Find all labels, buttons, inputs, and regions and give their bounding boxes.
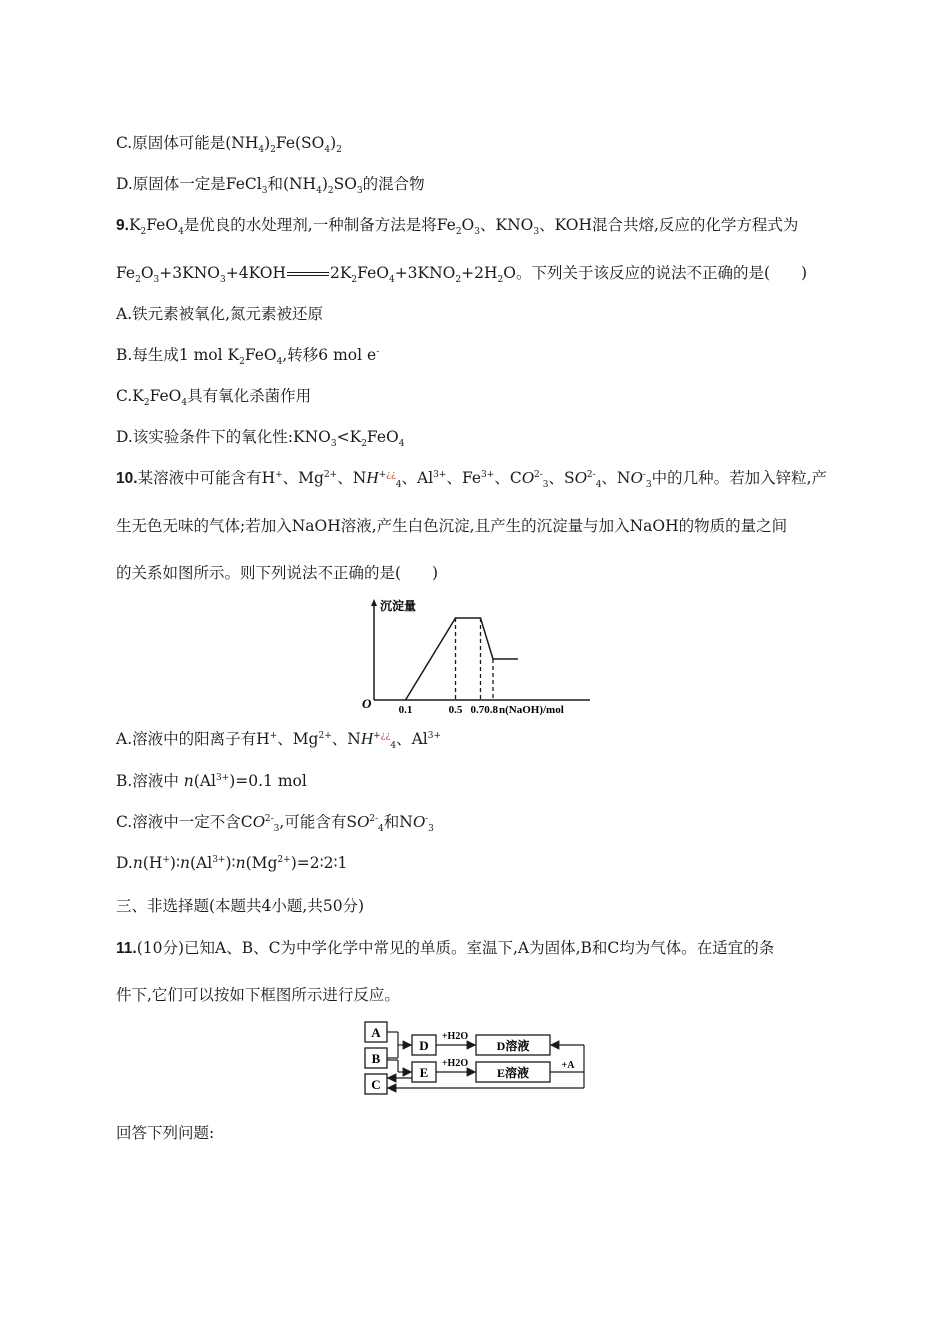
- q9-stem: $9.K_2FeO_4$是优良的水处理剂,一种制备方法是将$Fe_2O_3$、$KNO_3$、KOH混合共熔,反应的化学方程式为: [116, 216, 799, 238]
- series-line: [406, 618, 519, 700]
- q9-option-a: A.铁元素被氧化,氮元素被还原: [116, 305, 324, 323]
- precipitate-chart: [360, 596, 600, 716]
- arrow-label-h2o-1: +H2O: [441, 1031, 469, 1042]
- box-b: [365, 1048, 387, 1068]
- origin-label: O: [362, 696, 372, 711]
- svg-text:D溶液: D溶液: [496, 1039, 530, 1053]
- svg-text:B: B: [371, 1051, 381, 1066]
- q8-option-c: C.原固体可能是$(NH_4)_2Fe(SO_4)_2$: [116, 134, 342, 156]
- svg-text:E溶液: E溶液: [496, 1066, 530, 1080]
- box-a: [365, 1022, 387, 1042]
- q10-option-c: C.溶液中一定不含$CO^{2-}_3$,可能含有$SO^{2-}_4$和$NO^-_3$: [116, 812, 434, 835]
- svg-text:D: D: [419, 1038, 429, 1053]
- q11-stem-line2: 件下,它们可以按如下框图所示进行反应。: [116, 986, 400, 1004]
- section-heading: 三、非选择题(本题共4小题,共50分): [116, 897, 365, 915]
- box-c: [365, 1074, 387, 1094]
- x-tick-label: 0.5: [448, 704, 463, 716]
- svg-text:A: A: [371, 1025, 381, 1040]
- q9-equation: $Fe_2O_3+3KNO_3+4KOH$ $2K_2FeO_4+3KNO_2+2H_2O$。下列关于该反应的说法不正确的是( ): [116, 264, 808, 286]
- equals-sign-icon: [287, 272, 329, 276]
- q10-option-a: A.溶液中的阳离子有H+、$Mg^{2+}$、$NH^{+¿¿}_4$、$Al^{3+}$: [116, 729, 441, 752]
- arrow-label-plus-a: +A: [561, 1060, 575, 1071]
- q9-option-c: $C.K_2FeO_4$具有氧化杀菌作用: [116, 387, 312, 409]
- y-axis-arrow-icon: [371, 599, 377, 606]
- svg-text:E: E: [419, 1065, 429, 1080]
- q10-option-d: $D.n(H^+)∶n(Al^{3+})∶n(Mg^{2+})=2∶2∶1$: [116, 854, 348, 872]
- x-tick-label: 0.1: [398, 704, 413, 716]
- box-e: [412, 1062, 436, 1082]
- q11-stem-line1: 11.(10分)已知A、B、C为中学化学中常见的单质。室温下,A为固体,B和C均为气体。在适宜的条: [116, 939, 775, 957]
- q10-stem-line3: 的关系如图所示。则下列说法不正确的是( ): [116, 564, 439, 582]
- q9-option-b: B.每生成1 mol $K_2FeO_4$,转移6 mol e-: [116, 346, 380, 368]
- svg-text:C: C: [371, 1077, 381, 1092]
- q10-number: 10.: [116, 470, 138, 487]
- x-axis-label: n(NaOH)/mol: [499, 704, 564, 716]
- box-d: [412, 1035, 436, 1055]
- y-axis-label: 沉淀量: [380, 599, 417, 613]
- q11-number: 11.: [116, 940, 137, 957]
- q8-option-d: D.原固体一定是FeCl$_3$和$(NH_4)_2SO_3$的混合物: [116, 175, 425, 197]
- q10-stem-line2: 生无色无味的气体;若加入NaOH溶液,产生白色沉淀,且产生的沉淀量与加入NaOH的物质的量之间: [116, 517, 788, 535]
- x-tick-label: 0.70.8: [470, 704, 498, 716]
- answer-prompt: 回答下列问题:: [116, 1124, 215, 1142]
- q10-option-b: B.溶液中 $n(Al^{3+})=0.1$ mol: [116, 772, 307, 790]
- reaction-flow-diagram: [360, 1018, 592, 1100]
- q10-stem-line1: 10.某溶液中可能含有H+、$Mg^{2+}$、$NH^{+¿¿}_4$、$Al^{3+}$、$Fe^{3+}$、$CO^{2-}_3$、$SO^{2-}_4$、$NO^-_3$中的几种。若加入锌粒,产: [116, 468, 827, 491]
- box-d-solution: [476, 1035, 550, 1055]
- q9-option-d: D.该实验条件下的氧化性$:KNO_3<K_2FeO_4$: [116, 428, 405, 450]
- q9-number: 9.: [116, 217, 129, 234]
- arrow-label-h2o-2: +H2O: [441, 1058, 469, 1069]
- box-e-solution: [476, 1062, 550, 1082]
